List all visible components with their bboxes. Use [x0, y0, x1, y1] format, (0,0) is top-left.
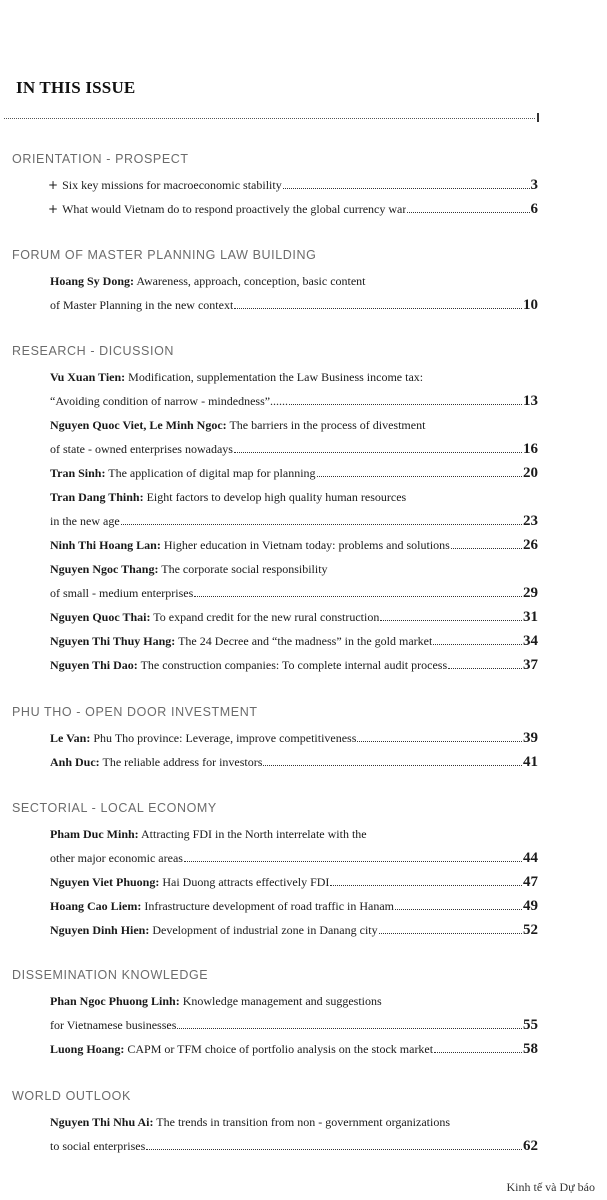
page-number: 13	[523, 393, 538, 409]
section-title: RESEARCH - DICUSSION	[12, 344, 175, 358]
entry-author: Nguyen Viet Phuong:	[50, 875, 160, 889]
toc-entry-line	[50, 561, 518, 577]
dot-leader	[283, 188, 530, 189]
section-title: PHU THO - OPEN DOOR INVESTMENT	[12, 705, 258, 719]
entry-text: + What would Vietnam do to respond proactively the global currency war	[48, 202, 407, 216]
dot-leader	[234, 452, 522, 453]
dot-leader	[194, 596, 522, 597]
entry-author: Le Van:	[50, 731, 91, 745]
toc-entry	[48, 201, 538, 219]
dot-leader	[121, 524, 522, 525]
entry-text: for Vietnamese businesses	[50, 1018, 177, 1032]
toc-entry	[50, 850, 538, 868]
page-number: 26	[523, 537, 538, 553]
toc-entry-line	[50, 489, 518, 505]
page-number: 16	[523, 441, 538, 457]
entry-author: Anh Duc:	[50, 755, 100, 769]
dot-leader	[263, 765, 522, 766]
page-number: 58	[523, 1041, 538, 1057]
toc-entry-line	[50, 993, 518, 1009]
toc-entry-line	[50, 417, 518, 433]
entry-text: Tran Dang Thinh: Eight factors to develop high quality human resources	[50, 490, 407, 504]
entry-text: Nguyen Quoc Viet, Le Minh Ngoc: The barriers in the process of divestment	[50, 418, 426, 432]
section-title: DISSEMINATION KNOWLEDGE	[12, 968, 209, 982]
section-title: WORLD OUTLOOK	[12, 1089, 131, 1103]
entry-author: Nguyen Quoc Viet, Le Minh Ngoc:	[50, 418, 227, 432]
toc-entry	[50, 922, 538, 940]
toc-entry	[50, 609, 538, 627]
dot-leader	[146, 1149, 522, 1150]
dot-leader	[379, 933, 522, 934]
entry-author: Vu Xuan Tien:	[50, 370, 126, 384]
toc-entry	[50, 465, 538, 483]
entry-text: Nguyen Dinh Hien: Development of industrial zone in Danang city	[50, 923, 378, 937]
entry-text: Nguyen Quoc Thai: To expand credit for the new rural construction	[50, 610, 380, 624]
toc-entry	[50, 1041, 538, 1059]
page-number: 10	[523, 297, 538, 313]
footer-publication-name: Kinh tế và Dự báo	[506, 1180, 595, 1194]
entry-author: Nguyen Thi Dao:	[50, 658, 138, 672]
dot-leader	[434, 1052, 522, 1053]
dot-leader	[395, 909, 522, 910]
entry-author: Pham Duc Minh:	[50, 827, 139, 841]
page-number: 23	[523, 513, 538, 529]
entry-text: of state - owned enterprises nowadays	[50, 442, 233, 456]
entry-text: other major economic areas	[50, 851, 183, 865]
dot-leader	[330, 885, 522, 886]
plus-bullet-icon: +	[48, 178, 59, 192]
toc-entry-line	[50, 369, 518, 385]
toc-entry	[48, 177, 538, 195]
page-number: 44	[523, 850, 538, 866]
entry-text: Nguyen Thi Nhu Ai: The trends in transition from non - government organizations	[50, 1115, 450, 1129]
entry-text: Nguyen Viet Phuong: Hai Duong attracts effectively FDI	[50, 875, 330, 889]
entry-author: Hoang Cao Liem:	[50, 899, 142, 913]
entry-text: + Six key missions for macroeconomic stability	[48, 178, 282, 192]
toc-entry	[50, 297, 538, 315]
page-number: 34	[523, 633, 538, 649]
dotted-divider	[4, 118, 535, 119]
toc-entry	[50, 537, 538, 555]
toc-entry	[50, 1138, 538, 1156]
page-number: 29	[523, 585, 538, 601]
page-number: 41	[523, 754, 538, 770]
entry-author: Tran Sinh:	[50, 466, 106, 480]
toc-entry	[50, 513, 538, 531]
entry-text: Hoang Cao Liem: Infrastructure development of road traffic in Hanam	[50, 899, 395, 913]
dot-leader	[451, 548, 522, 549]
entry-text: Tran Sinh: The application of digital map for planning	[50, 466, 316, 480]
toc-entry	[50, 898, 538, 916]
toc-entry-line	[50, 273, 518, 289]
entry-author: Tran Dang Thinh:	[50, 490, 144, 504]
dot-leader	[317, 476, 522, 477]
page-number: 62	[523, 1138, 538, 1154]
page-number: 39	[523, 730, 538, 746]
page-number: 3	[530, 177, 538, 193]
dot-leader	[407, 212, 529, 213]
page-number: 47	[523, 874, 538, 890]
entry-text: Vu Xuan Tien: Modification, supplementation the Law Business income tax:	[50, 370, 424, 384]
entry-author: Nguyen Thi Thuy Hang:	[50, 634, 176, 648]
page-number: 20	[523, 465, 538, 481]
dot-leader	[234, 308, 522, 309]
entry-author: Phan Ngoc Phuong Linh:	[50, 994, 180, 1008]
toc-entry	[50, 1017, 538, 1035]
entry-author: Ninh Thi Hoang Lan:	[50, 538, 161, 552]
divider-end-mark	[537, 113, 539, 122]
dot-leader	[380, 620, 522, 621]
entry-text: Le Van: Phu Tho province: Leverage, improve competitiveness	[50, 731, 357, 745]
entry-text: Nguyen Thi Thuy Hang: The 24 Decree and “the madness” in the gold market	[50, 634, 433, 648]
entry-text: Pham Duc Minh: Attracting FDI in the North interrelate with the	[50, 827, 367, 841]
entry-text: “Avoiding condition of narrow - mindedness”......	[50, 394, 289, 408]
page-number: 37	[523, 657, 538, 673]
dot-leader	[357, 741, 522, 742]
entry-text: Anh Duc: The reliable address for investors	[50, 755, 263, 769]
dot-leader	[448, 668, 522, 669]
section-title: FORUM OF MASTER PLANNING LAW BUILDING	[12, 248, 317, 262]
page-number: 52	[523, 922, 538, 938]
toc-entry-line	[50, 1114, 518, 1130]
toc-entry	[50, 633, 538, 651]
dot-leader	[184, 861, 522, 862]
entry-author: Nguyen Quoc Thai:	[50, 610, 151, 624]
toc-entry	[50, 393, 538, 411]
entry-text: to social enterprises	[50, 1139, 146, 1153]
dot-leader	[289, 404, 522, 405]
page-number: 49	[523, 898, 538, 914]
section-title: ORIENTATION - PROSPECT	[12, 152, 189, 166]
entry-text: Nguyen Thi Dao: The construction companies: To complete internal audit process	[50, 658, 448, 672]
page-number: 55	[523, 1017, 538, 1033]
page-number: 31	[523, 609, 538, 625]
entry-author: Luong Hoang:	[50, 1042, 125, 1056]
page-number: 6	[530, 201, 538, 217]
entry-author: Hoang Sy Dong:	[50, 274, 135, 288]
toc-entry	[50, 657, 538, 675]
entry-text: Nguyen Ngoc Thang: The corporate social responsibility	[50, 562, 328, 576]
entry-author: Nguyen Thi Nhu Ai:	[50, 1115, 154, 1129]
entry-text: of Master Planning in the new context	[50, 298, 234, 312]
entry-text: in the new age	[50, 514, 120, 528]
entry-text: Luong Hoang: CAPM or TFM choice of portfolio analysis on the stock market	[50, 1042, 434, 1056]
page-heading: IN THIS ISSUE	[16, 78, 136, 97]
section-title: SECTORIAL - LOCAL ECONOMY	[12, 801, 217, 815]
entry-text: Hoang Sy Dong: Awareness, approach, conception, basic content	[50, 274, 366, 288]
toc-entry	[50, 730, 538, 748]
dot-leader	[177, 1028, 522, 1029]
toc-entry	[50, 585, 538, 603]
toc-entry-line	[50, 826, 518, 842]
entry-author: Nguyen Ngoc Thang:	[50, 562, 159, 576]
plus-bullet-icon: +	[48, 202, 59, 216]
toc-entry	[50, 754, 538, 772]
dot-leader	[433, 644, 522, 645]
entry-text: of small - medium enterprises	[50, 586, 194, 600]
entry-author: Nguyen Dinh Hien:	[50, 923, 150, 937]
toc-entry	[50, 874, 538, 892]
toc-entry	[50, 441, 538, 459]
entry-text: Phan Ngoc Phuong Linh: Knowledge management and suggestions	[50, 994, 382, 1008]
entry-text: Ninh Thi Hoang Lan: Higher education in Vietnam today: problems and solutions	[50, 538, 450, 552]
